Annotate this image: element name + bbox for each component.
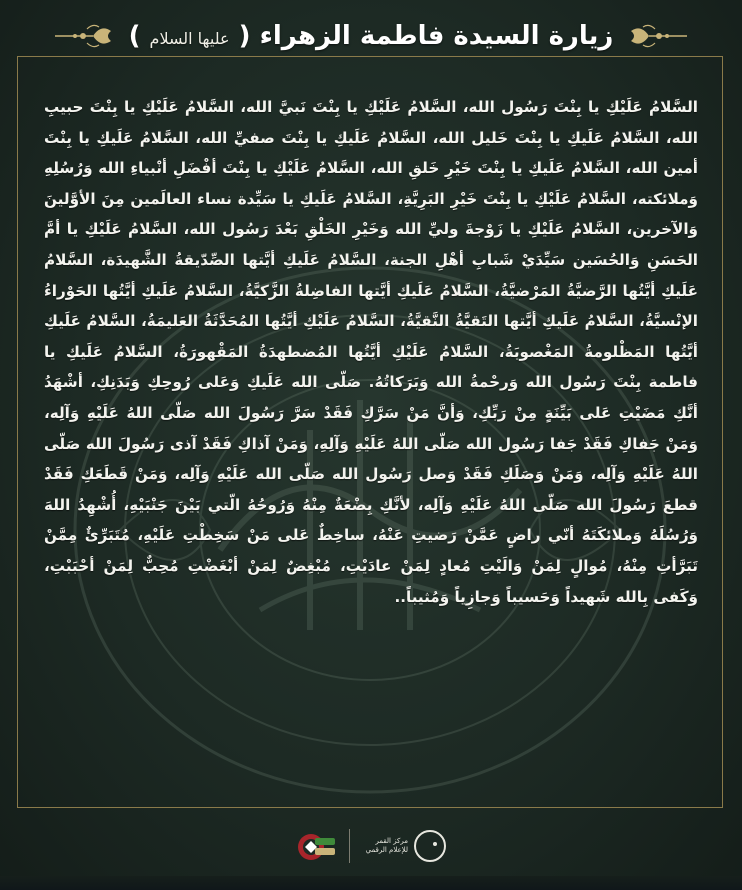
moon-emblem-icon xyxy=(413,829,447,863)
title-bar xyxy=(0,14,742,58)
title-main: زيارة السيدة فاطمة الزهراء ( xyxy=(238,21,614,51)
ziyarah-text: السَّلامُ عَلَيْكِ يا بِنْتَ رَسُول الله، السَّلامُ عَلَيْكِ يا بِنْتَ نَبيَّ الله، السَّلامُ عَلَيْكِ يا بِنْتَ حبيبِ الله، السَّلامُ عَلَيكِ يا بِنْتَ خَليل الله، السَّلامُ عَلَيكِ يا بِنْتَ صفيِّ الله، السَّلامُ عَلَيكِ يا بِنْتَ أمين الله، السَّلامُ عَلَيكِ يا بِنْتَ خَيْرِ خَلقِ الله، السَّلامُ عَلَيْكِ يا بِنْتَ أفْضَلِ أنْبياءِ الله وَرُسُلِهِ وَملائكته، السَّلامُ عَلَيْكِ يا بِنْتَ خَيْرِ البَرِيَّةِ، السَّلامُ عَلَيكِ يا سَيِّدة نساء العالَمين مِنَ الأوَّلينَ وَالآخرين، السَّلامُ عَلَيْكِ يا زَوْجةَ وليِّ الله وَخَيْرِ الخَلْقِ بَعْدَ رَسُول الله، السَّلامُ عَلَيْكِ يا أمَّ الحَسَنِ وَالحُسَين سَيِّدَيْ شَبابِ أهْلِ الجنة، السَّلامُ عَلَيكِ أيَّتها الصِّدّيقةُ الشَّهيدَة، السَّلامُ عَلَيكِ أيَّتُها الرَّضيَّةُ المَرْضيَّةُ، السَّلامُ عَلَيكِ أيَّتها الفاضِلةُ الزَّكيَّةُ، السَّلامُ عَلَيكِ أيَّتُها الحَوْراءُ الإنْسيَّةُ، السَّلامُ عَلَيكِ أيَّتها التَقيَّةُ النَّقيَّةُ، السَّلامُ عَلَيْكِ أيَّتُها المُحَدَّثَةُ العَليمَةُ، السَّلامُ عَلَيكِ أيَّتُها المَظْلومةُ المَغْصوبَةُ، السَّلامُ عَلَيْكِ أيَّتُها المُضطهدَةُ المَقْهورَةُ، السَّلامُ عَلَيكِ يا فاطمة بِنْتَ رَسُول الله وَرحْمةُ الله وَبَرَكاتُهُ. صَلّى الله عَلَيكِ وَعَلى رُوحِكِ وَبَدَنِكِ، أشْهَدُ أنَّكِ مَضَيْتِ عَلى بَيِّنَةٍ مِنْ رَبِّكِ، وَأنَّ مَنْ سَرَّكِ فَقَدْ سَرَّ رَسُولَ الله صَلّى اللهُ عَلَيْهِ وَآلِه، وَمَنْ جَفاكِ فَقَدْ جَفا رَسُول الله صَلّى اللهُ عَلَيْهِ وَآلِهِ، وَمَنْ آذاكِ فَقَدْ آذى رَسُولَ الله صَلّى اللهُ عَلَيْهِ وَآلِه، وَمَنْ وَصَلَكِ فَقَدْ وَصل رَسُول الله صَلّى الله عَلَيْهِ وَآلِه، وَمَنْ قَطَعَكِ فَقَدْ قطعَ رَسُولَ الله صَلّى اللهُ عَلَيْهِ وَآلِه، لأنَّكِ بِضْعَةٌ مِنْهُ وَرُوحُهُ الّتي بَيْنَ جَنْبَيْهِ، أُشْهِدُ اللهَ وَرُسُلَهُ وَملائكَتَهُ أنّي راضٍ عَمَّنْ رَضيتِ عَنْهُ، ساخِطٌ عَلى مَنْ سَخِطْتِ عَلَيْهِ، مُتَبَرِّئٌ مِمَّنْ تَبَرَّأتِ مِنْهُ، مُوالٍ لِمَنْ وَالَيْتِ مُعادٍ لِمَنْ عادَيْتِ، مُبْغِضٌ لِمَنْ أبْغَضْتِ مُحِبٌّ لِمَنْ أحْبَبْتِ، وَكَفى بِالله شَهيداً وَحَسيباً وَجازِياً وَمُثيباً.. xyxy=(44,98,698,606)
title-close: ) xyxy=(128,21,141,51)
page-title xyxy=(129,21,614,51)
footer-logos xyxy=(0,822,742,870)
left-brand-logo-icon xyxy=(295,828,339,864)
bottom-band xyxy=(0,876,742,890)
left-flourish-icon xyxy=(53,21,115,51)
right-flourish-icon xyxy=(627,21,689,51)
right-brand-logo xyxy=(360,829,447,863)
title-honorific: عليها السلام xyxy=(149,29,230,48)
footer-divider xyxy=(349,829,350,863)
right-logo-label: مركز القمر للإعلام الرقمي xyxy=(365,837,408,854)
